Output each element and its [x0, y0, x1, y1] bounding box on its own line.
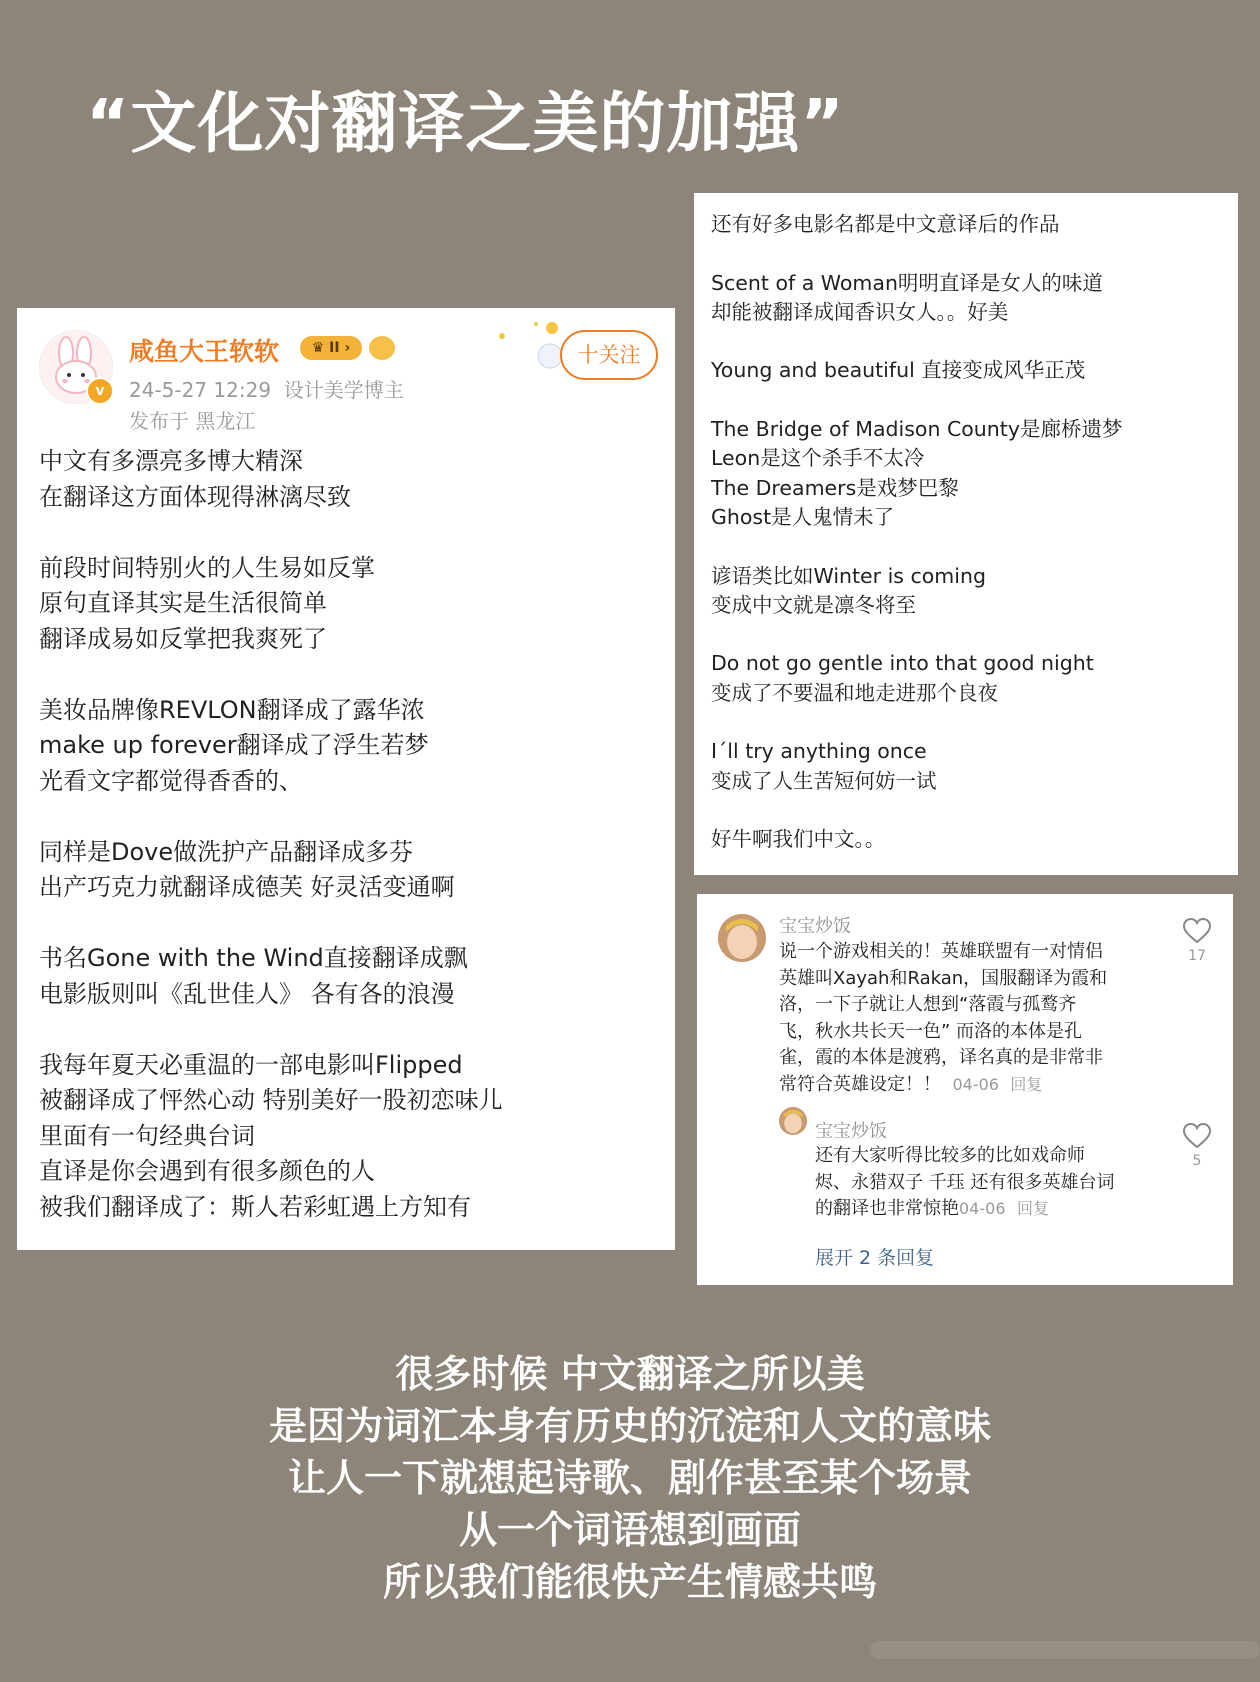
- post-paragraph: [39, 551, 659, 658]
- fish-emoji-icon: [369, 336, 395, 360]
- comment-line: 洛，一下子就让人想到“落霞与孤鹜齐: [779, 994, 1077, 1016]
- reply-avatar[interactable]: [779, 1107, 807, 1135]
- reply-text: [815, 1143, 1114, 1223]
- note-paragraph: [711, 210, 1231, 239]
- reply-time: 04-06: [959, 1199, 1006, 1219]
- note-line: 却能被翻译成闻香识女人。。好美: [711, 299, 1009, 324]
- follow-button[interactable]: 十关注: [560, 330, 658, 380]
- note-line: 还有好多电影名都是中文意译后的作品: [711, 212, 1060, 236]
- note-line: 好牛啊我们中文。。: [711, 827, 886, 852]
- conclusion-line: 从一个词语想到画面: [458, 1508, 801, 1552]
- reply-line: [815, 1196, 1114, 1223]
- post-line: 美妆品牌像REVLON翻译成了露华浓: [39, 695, 425, 724]
- comment-text: [779, 939, 1107, 1099]
- post-line: 出产巧克力就翻译成德芙 好灵活变通啊: [39, 873, 455, 901]
- rank-badge: ♛ II ›: [300, 336, 362, 360]
- post-meta: [129, 374, 404, 403]
- note-paragraph: [711, 825, 1231, 854]
- note-line: The Dreamers是戏梦巴黎: [711, 475, 959, 500]
- post-body: [39, 444, 659, 1225]
- post-line: make up forever翻译成了浮生若梦: [39, 731, 429, 759]
- reply-link[interactable]: 回复: [1010, 1074, 1043, 1094]
- post-line: 同样是Dove做洗护产品翻译成多芬: [39, 837, 414, 866]
- like-heart-icon[interactable]: [1183, 1123, 1211, 1149]
- note-line: 谚语类比如Winter is coming: [711, 563, 986, 588]
- note-line: Ghost是人鬼情未了: [711, 504, 895, 529]
- conclusion-text: [0, 1348, 1260, 1608]
- like-heart-icon[interactable]: [1183, 918, 1211, 944]
- comment-line: 说一个游戏相关的！英雄联盟有一对情侣: [779, 941, 1103, 962]
- comment-line: 飞，秋水共长天一色” 而洛的本体是孔: [779, 1020, 1083, 1042]
- like-count: 17: [1188, 948, 1206, 964]
- comment-line: [779, 1072, 1107, 1099]
- face-avatar-icon: [779, 1107, 807, 1135]
- conclusion-line: 所以我们能很快产生情感共鸣: [382, 1560, 877, 1604]
- page-title: “文化对翻译之美的加强”: [86, 85, 845, 162]
- note-line: Young and beautiful 直接变成风华正茂: [711, 358, 1086, 383]
- post-paragraph: [39, 444, 659, 515]
- movie-titles-body: [711, 210, 1231, 855]
- post-line: 电影版则叫《乱世佳人》 各有各的浪漫: [39, 979, 455, 1008]
- note-paragraph: [711, 269, 1231, 328]
- watermark-icon: [870, 1635, 1260, 1665]
- note-line: The Bridge of Madison County是廊桥遗梦: [711, 417, 1123, 442]
- comment-line-end: 常符合英雄设定！！: [779, 1073, 941, 1095]
- comment-time: 04-06: [952, 1074, 999, 1094]
- username[interactable]: 咸鱼大王软软: [129, 337, 280, 366]
- reply-link[interactable]: 回复: [1016, 1199, 1049, 1219]
- note-paragraph: [711, 356, 1231, 385]
- comment-line: 英雄叫Xayah和Rakan，国服翻译为霞和: [779, 967, 1108, 989]
- commenter-name[interactable]: 宝宝炒饭: [779, 916, 851, 937]
- post-line: 里面有一句经典台词: [39, 1121, 255, 1150]
- post-line: 我每年夏天必重温的一部电影叫Flipped: [39, 1050, 463, 1079]
- conclusion-line: 很多时候 中文翻译之所以美: [395, 1352, 865, 1396]
- user-role: 设计美学博主: [283, 378, 404, 402]
- note-paragraph: [711, 649, 1231, 708]
- post-paragraph: [39, 1048, 659, 1226]
- face-avatar-icon: [718, 914, 766, 962]
- post-line: 前段时间特别火的人生易如反掌: [39, 553, 375, 582]
- post-paragraph: [39, 693, 659, 800]
- verified-badge-icon: v: [86, 377, 114, 405]
- post-line: 翻译成易如反掌把我爽死了: [39, 624, 327, 653]
- note-paragraph: [711, 415, 1231, 532]
- conclusion-line: 让人一下就想起诗歌、剧作甚至某个场景: [287, 1456, 972, 1500]
- post-line: 原句直译其实是生活很简单: [39, 589, 327, 617]
- note-line: Leon是这个杀手不太冷: [711, 446, 925, 471]
- post-line: 在翻译这方面体现得淋漓尽致: [39, 482, 351, 511]
- like-count: 5: [1192, 1153, 1202, 1169]
- note-line: Do not go gentle into that good night: [711, 651, 1094, 676]
- note-line: I΄ll try anything once: [711, 739, 927, 764]
- rank-badge-label: II: [329, 340, 340, 356]
- post-line: 中文有多漂亮多博大精深: [39, 447, 303, 475]
- reply-line-end: 的翻译也非常惊艳: [815, 1198, 959, 1220]
- comment-card: [697, 894, 1233, 1285]
- reply-commenter-name[interactable]: 宝宝炒饭: [815, 1121, 887, 1142]
- decoration-stars-icon: [492, 316, 572, 376]
- note-line: 变成了人生苦短何妨一试: [711, 768, 937, 793]
- commenter-avatar[interactable]: [718, 914, 766, 962]
- note-line: 变成了不要温和地走进那个良夜: [711, 680, 998, 705]
- post-line: 直译是你会遇到有很多颜色的人: [39, 1157, 375, 1185]
- weibo-post-card: [17, 308, 675, 1250]
- reply-line: 烬、永猎双子 千珏 还有很多英雄台词: [815, 1171, 1115, 1193]
- post-line: 书名Gone with the Wind直接翻译成飘: [39, 944, 468, 972]
- expand-replies-link[interactable]: 展开 2 条回复: [815, 1247, 935, 1269]
- post-line: 被我们翻译成了：斯人若彩虹遇上方知有: [39, 1192, 471, 1221]
- movie-titles-card: [694, 193, 1238, 875]
- note-paragraph: [711, 562, 1231, 621]
- note-line: Scent of a Woman明明直译是女人的味道: [711, 270, 1103, 295]
- post-line: 光看文字都觉得香香的、: [39, 766, 303, 795]
- post-paragraph: [39, 835, 659, 906]
- post-location: 发布于 黑龙江: [129, 409, 256, 433]
- conclusion-line: 是因为词汇本身有历史的沉淀和人文的意味: [268, 1404, 991, 1448]
- comment-line: 雀，霞的本体是渡鸦，译名真的是非常非: [779, 1047, 1103, 1069]
- post-paragraph: [39, 941, 659, 1012]
- reply-line: 还有大家听得比较多的比如戏命师: [815, 1145, 1085, 1166]
- post-line: 被翻译成了怦然心动 特别美好一股初恋味儿: [39, 1086, 503, 1114]
- note-line: 变成中文就是凛冬将至: [711, 592, 916, 617]
- post-date: 24-5-27 12:29: [129, 378, 272, 402]
- note-paragraph: [711, 737, 1231, 796]
